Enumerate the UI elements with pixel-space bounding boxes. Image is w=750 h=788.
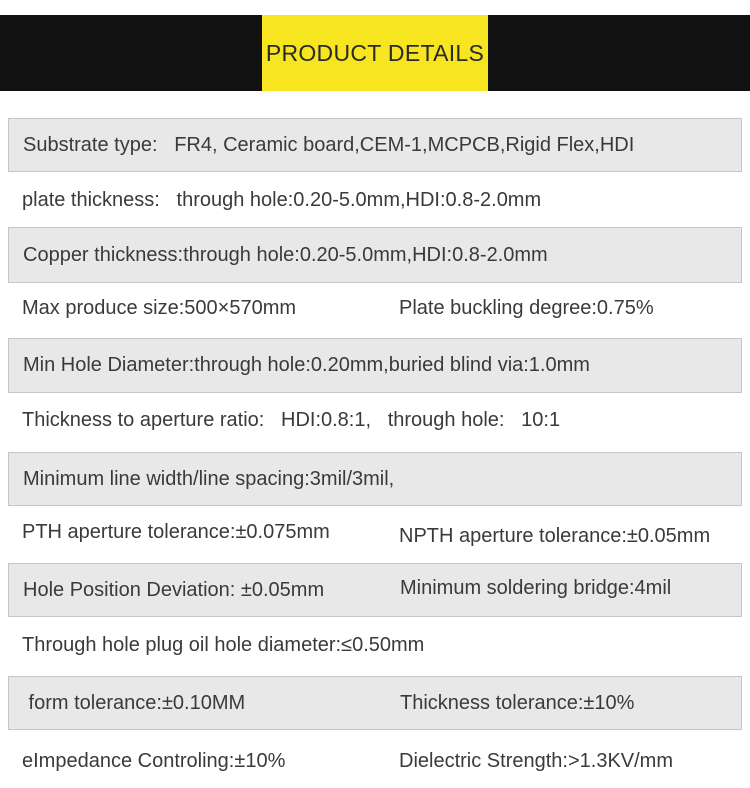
spec-row-line-width (8, 452, 742, 506)
section-title: PRODUCT DETAILS (262, 15, 488, 91)
spec-plate-buckling-degree: Plate buckling degree:0.75% (399, 296, 654, 319)
spec-min-line-width-spacing: Minimum line width/line spacing:3mil/3mil, (23, 467, 395, 490)
spec-row-plate-thickness (8, 174, 742, 226)
spec-npth-aperture-tolerance: NPTH aperture tolerance:±0.05mm (399, 524, 711, 547)
spec-thickness-aperture-ratio: Thickness to aperture ratio: HDI:0.8:1, through hole: 10:1 (22, 408, 561, 431)
top-strip (0, 0, 750, 15)
spec-row-plug-oil (8, 618, 742, 672)
spec-row-hole-position (8, 563, 742, 617)
spec-max-produce-size: Max produce size:500×570mm (22, 296, 297, 319)
spec-row-size-buckling (8, 283, 742, 333)
spec-copper-thickness: Copper thickness:through hole:0.20-5.0mm,HDI:0.8-2.0mm (23, 243, 548, 266)
spec-dielectric-strength: Dielectric Strength:>1.3KV/mm (399, 749, 673, 772)
spec-row-impedance-dielectric (8, 734, 742, 788)
spec-hole-position-deviation: Hole Position Deviation: ±0.05mm (23, 578, 325, 601)
spec-row-substrate (8, 118, 742, 172)
spec-plug-oil-hole-diameter: Through hole plug oil hole diameter:≤0.50mm (22, 633, 425, 656)
spec-row-copper-thickness (8, 227, 742, 283)
spec-row-tolerances (8, 676, 742, 730)
spec-thickness-tolerance: Thickness tolerance:±10% (400, 691, 635, 714)
spec-min-soldering-bridge: Minimum soldering bridge:4mil (400, 576, 672, 599)
spec-min-hole-diameter: Min Hole Diameter:through hole:0.20mm,buried blind via:1.0mm (23, 354, 590, 376)
spec-row-min-hole (8, 338, 742, 393)
spec-substrate-type: Substrate type: FR4, Ceramic board,CEM-1,MCPCB,Rigid Flex,HDI (23, 133, 635, 156)
spec-form-tolerance: form tolerance:±0.10MM (23, 691, 246, 714)
spec-plate-thickness: plate thickness: through hole:0.20-5.0mm,HDI:0.8-2.0mm (22, 188, 542, 211)
spec-impedance-controlling: eImpedance Controling:±10% (22, 749, 286, 772)
spec-pth-aperture-tolerance: PTH aperture tolerance:±0.075mm (22, 520, 330, 543)
spec-row-aperture-ratio (8, 394, 742, 446)
spec-row-aperture-tolerance (8, 506, 742, 558)
